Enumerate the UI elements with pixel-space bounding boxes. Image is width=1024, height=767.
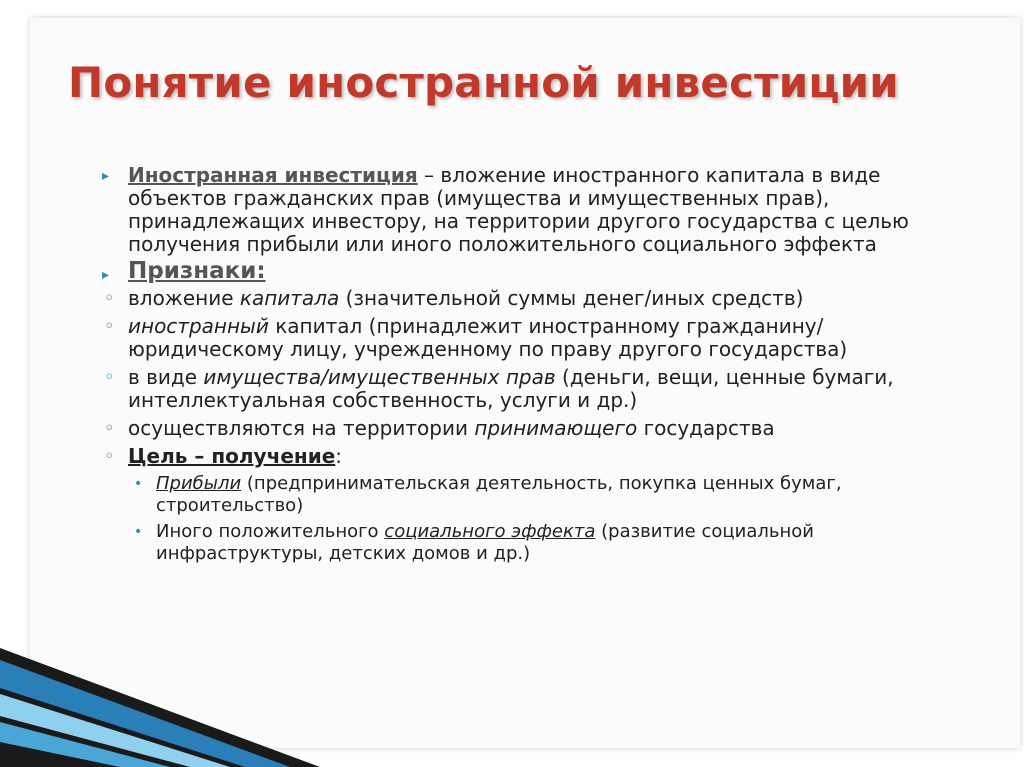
goal-subitem-emphasis: Прибыли [156,473,242,494]
definition-text: вложение иностранного капитала в виде объектов гражданских прав (имущества и имущественных прав), принадлежащих инвестору, на территории другого государства с целью получения прибыли или иного положительного социального эффекта [128,163,909,256]
goal-subitem-text: Иного положительного [156,521,385,542]
sign-text: государства [637,416,775,440]
goal-subitem-emphasis: социального эффекта [384,521,596,542]
sign-emphasis: принимающего [474,416,638,440]
sign-item [96,417,976,440]
dot-bullet-icon: • [134,476,143,492]
sign-item [96,366,976,412]
sign-text: осуществляются на территории [128,416,475,440]
sign-emphasis: имущества/имущественных прав [203,365,556,389]
goal-item [96,445,976,468]
sign-emphasis: иностранный [128,314,269,338]
goal-subitem [96,521,976,565]
goal-label: Цель – получение [128,444,336,468]
definition-item [96,164,976,256]
sign-text: (деньги, вещи, ценные бумаги, интеллектуальная собственность, услуги и др.) [128,365,894,412]
triangle-bullet-icon: ▸ [102,168,110,184]
sign-text: (значительной суммы денег/иных средств) [339,286,804,310]
goal-subitem-text: (развитие социальной инфраструктуры, детских домов и др.) [156,521,814,564]
sign-text: в виде [128,365,204,389]
circle-bullet-icon: ◦ [104,288,115,309]
triangle-bullet-icon: ▸ [102,267,110,283]
goal-subitem [96,473,976,517]
sign-emphasis: капитала [239,286,340,310]
sign-item [96,315,976,361]
definition-dash: – [417,163,441,187]
goal-subitem-text: (предпринимательская деятельность, покупка ценных бумаг, строительство) [156,473,842,516]
definition-term: Иностранная инвестиция [128,163,418,187]
signs-heading-item [96,260,976,283]
circle-bullet-icon: ◦ [104,418,115,439]
signs-heading: Признаки: [128,258,266,284]
circle-bullet-icon: ◦ [104,367,115,388]
circle-bullet-icon: ◦ [104,316,115,337]
sign-text: капитал (принадлежит иностранному гражданину/юридическому лицу, учрежденному по праву другого государства) [128,314,848,361]
dot-bullet-icon: • [134,524,143,540]
slide-title: Понятие иностранной инвестиции [68,58,899,107]
goal-colon: : [335,444,343,468]
sign-item [96,287,976,310]
slide-body [96,164,976,569]
circle-bullet-icon: ◦ [104,446,115,467]
sign-text: вложение [128,286,240,310]
